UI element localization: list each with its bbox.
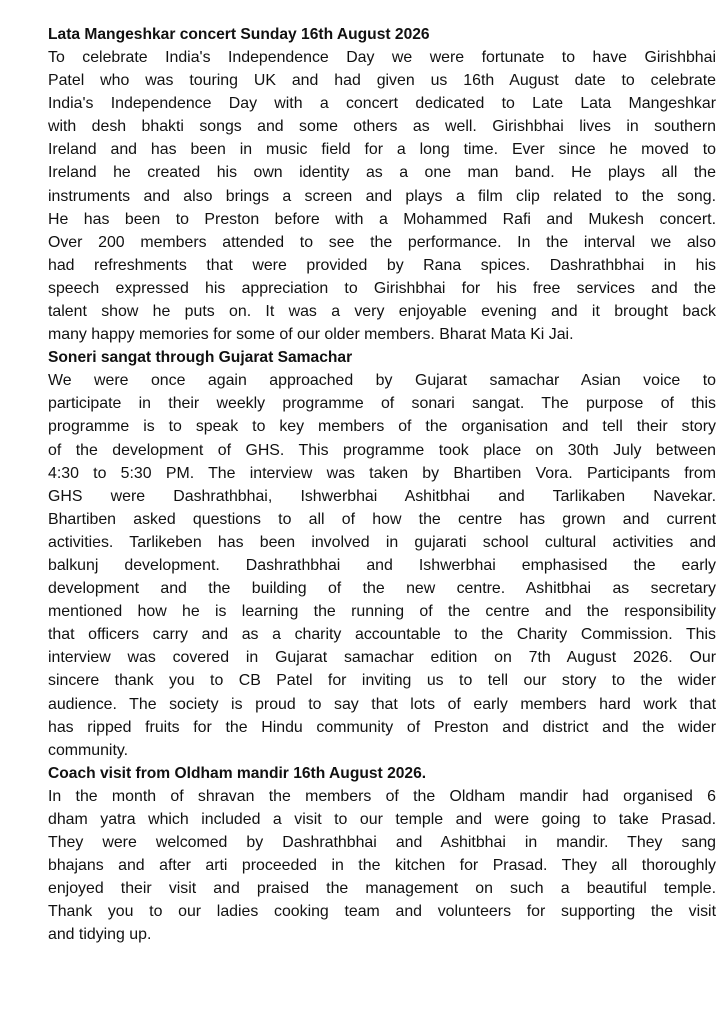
section-heading: Lata Mangeshkar concert Sunday 16th August 2026: [48, 26, 430, 43]
paragraph-line: community.: [48, 741, 129, 759]
section-lata-mangeshkar-concert: [48, 23, 716, 346]
paragraph-line: bhajans and after arti proceeded in the kitchen for Prasad. They all thoroughly: [48, 857, 716, 875]
section-heading: Coach visit from Oldham mandir 16th August 2026.: [48, 764, 427, 782]
paragraph-line: To celebrate India's Independence Day we were fortunate to have Girishbhai: [48, 49, 716, 66]
paragraph-line: dham yatra which included a visit to our temple and were going to take Prasad.: [48, 810, 716, 828]
paragraph-line: Ireland and has been in music field for a long time. Ever since he moved to: [48, 141, 716, 159]
section-heading: Soneri sangat through Gujarat Samachar: [48, 349, 353, 367]
paragraph-line: speech expressed his appreciation to Girishbhai for his free services and the: [48, 279, 716, 297]
paragraph-line: talent show he puts on. It was a very enjoyable evening and it brought back: [48, 303, 716, 321]
paragraph-line: audience. The society is proud to say that lots of early members hard work that: [48, 695, 716, 713]
paragraph-line: 4:30 to 5:30 PM. The interview was taken by Bhartiben Vora. Participants from: [48, 464, 716, 482]
paragraph-line: India's Independence Day with a concert dedicated to Late Lata Mangeshkar: [48, 95, 716, 113]
paragraph-line: In the month of shravan the members of the Oldham mandir had organised 6: [48, 787, 716, 805]
paragraph-line: participate in their weekly programme of sonari sangat. The purpose of this: [48, 395, 716, 413]
paragraph-line: with desh bhakti songs and some others as well. Girishbhai lives in southern: [48, 118, 716, 136]
paragraph-line: many happy memories for some of our older members. Bharat Mata Ki Jai.: [48, 326, 574, 344]
paragraph-line: and tidying up.: [48, 926, 152, 944]
paragraph-line: He has been to Preston before with a Mohammed Rafi and Mukesh concert.: [48, 210, 716, 228]
document-page: [48, 23, 716, 946]
section-paragraph: [48, 369, 716, 762]
paragraph-line: Patel who was touring UK and had given us 16th August date to celebrate: [48, 72, 716, 90]
paragraph-line: enjoyed their visit and praised the management on such a beautiful temple.: [48, 880, 716, 898]
paragraph-line: interview was covered in Gujarat samachar edition on 7th August 2026. Our: [48, 649, 716, 667]
paragraph-line: programme is to speak to key members of the organisation and tell their story: [48, 418, 716, 436]
paragraph-line: activities. Tarlikeben has been involved in gujarati school cultural activities and: [48, 533, 716, 551]
paragraph-line: has ripped fruits for the Hindu community of Preston and district and the wider: [48, 718, 716, 736]
paragraph-line: Bhartiben asked questions to all of how the centre has grown and current: [48, 510, 716, 528]
paragraph-line: had refreshments that were provided by Rana spices. Dashrathbhai in his: [48, 256, 716, 274]
paragraph-line: development and the building of the new centre. Ashitbhai as secretary: [48, 580, 716, 598]
paragraph-line: balkunj development. Dashrathbhai and Ishwerbhai emphasised the early: [48, 556, 716, 574]
paragraph-line: mentioned how he is learning the running of the centre and the responsibility: [48, 603, 716, 621]
paragraph-line: Ireland he created his own identity as a one man band. He plays all the: [48, 164, 716, 182]
section-paragraph: [48, 46, 716, 346]
paragraph-line: Over 200 members attended to see the performance. In the interval we also: [48, 233, 716, 251]
paragraph-line: We were once again approached by Gujarat samachar Asian voice to: [48, 372, 716, 390]
section-soneri-sangat: [48, 346, 716, 762]
paragraph-line: of the development of GHS. This programme took place on 30th July between: [48, 441, 716, 459]
section-oldham-coach-visit: [48, 762, 716, 947]
section-paragraph: [48, 785, 716, 947]
paragraph-line: They were welcomed by Dashrathbhai and Ashitbhai in mandir. They sang: [48, 834, 716, 851]
paragraph-line: instruments and also brings a screen and plays a film clip related to the song.: [48, 187, 716, 205]
paragraph-line: GHS were Dashrathbhai, Ishwerbhai Ashitbhai and Tarlikaben Navekar.: [48, 487, 716, 505]
paragraph-line: that officers carry and as a charity accountable to the Charity Commission. This: [48, 626, 716, 644]
paragraph-line: Thank you to our ladies cooking team and volunteers for supporting the visit: [48, 903, 716, 921]
paragraph-line: sincere thank you to CB Patel for inviting us to tell our story to the wider: [48, 672, 716, 690]
